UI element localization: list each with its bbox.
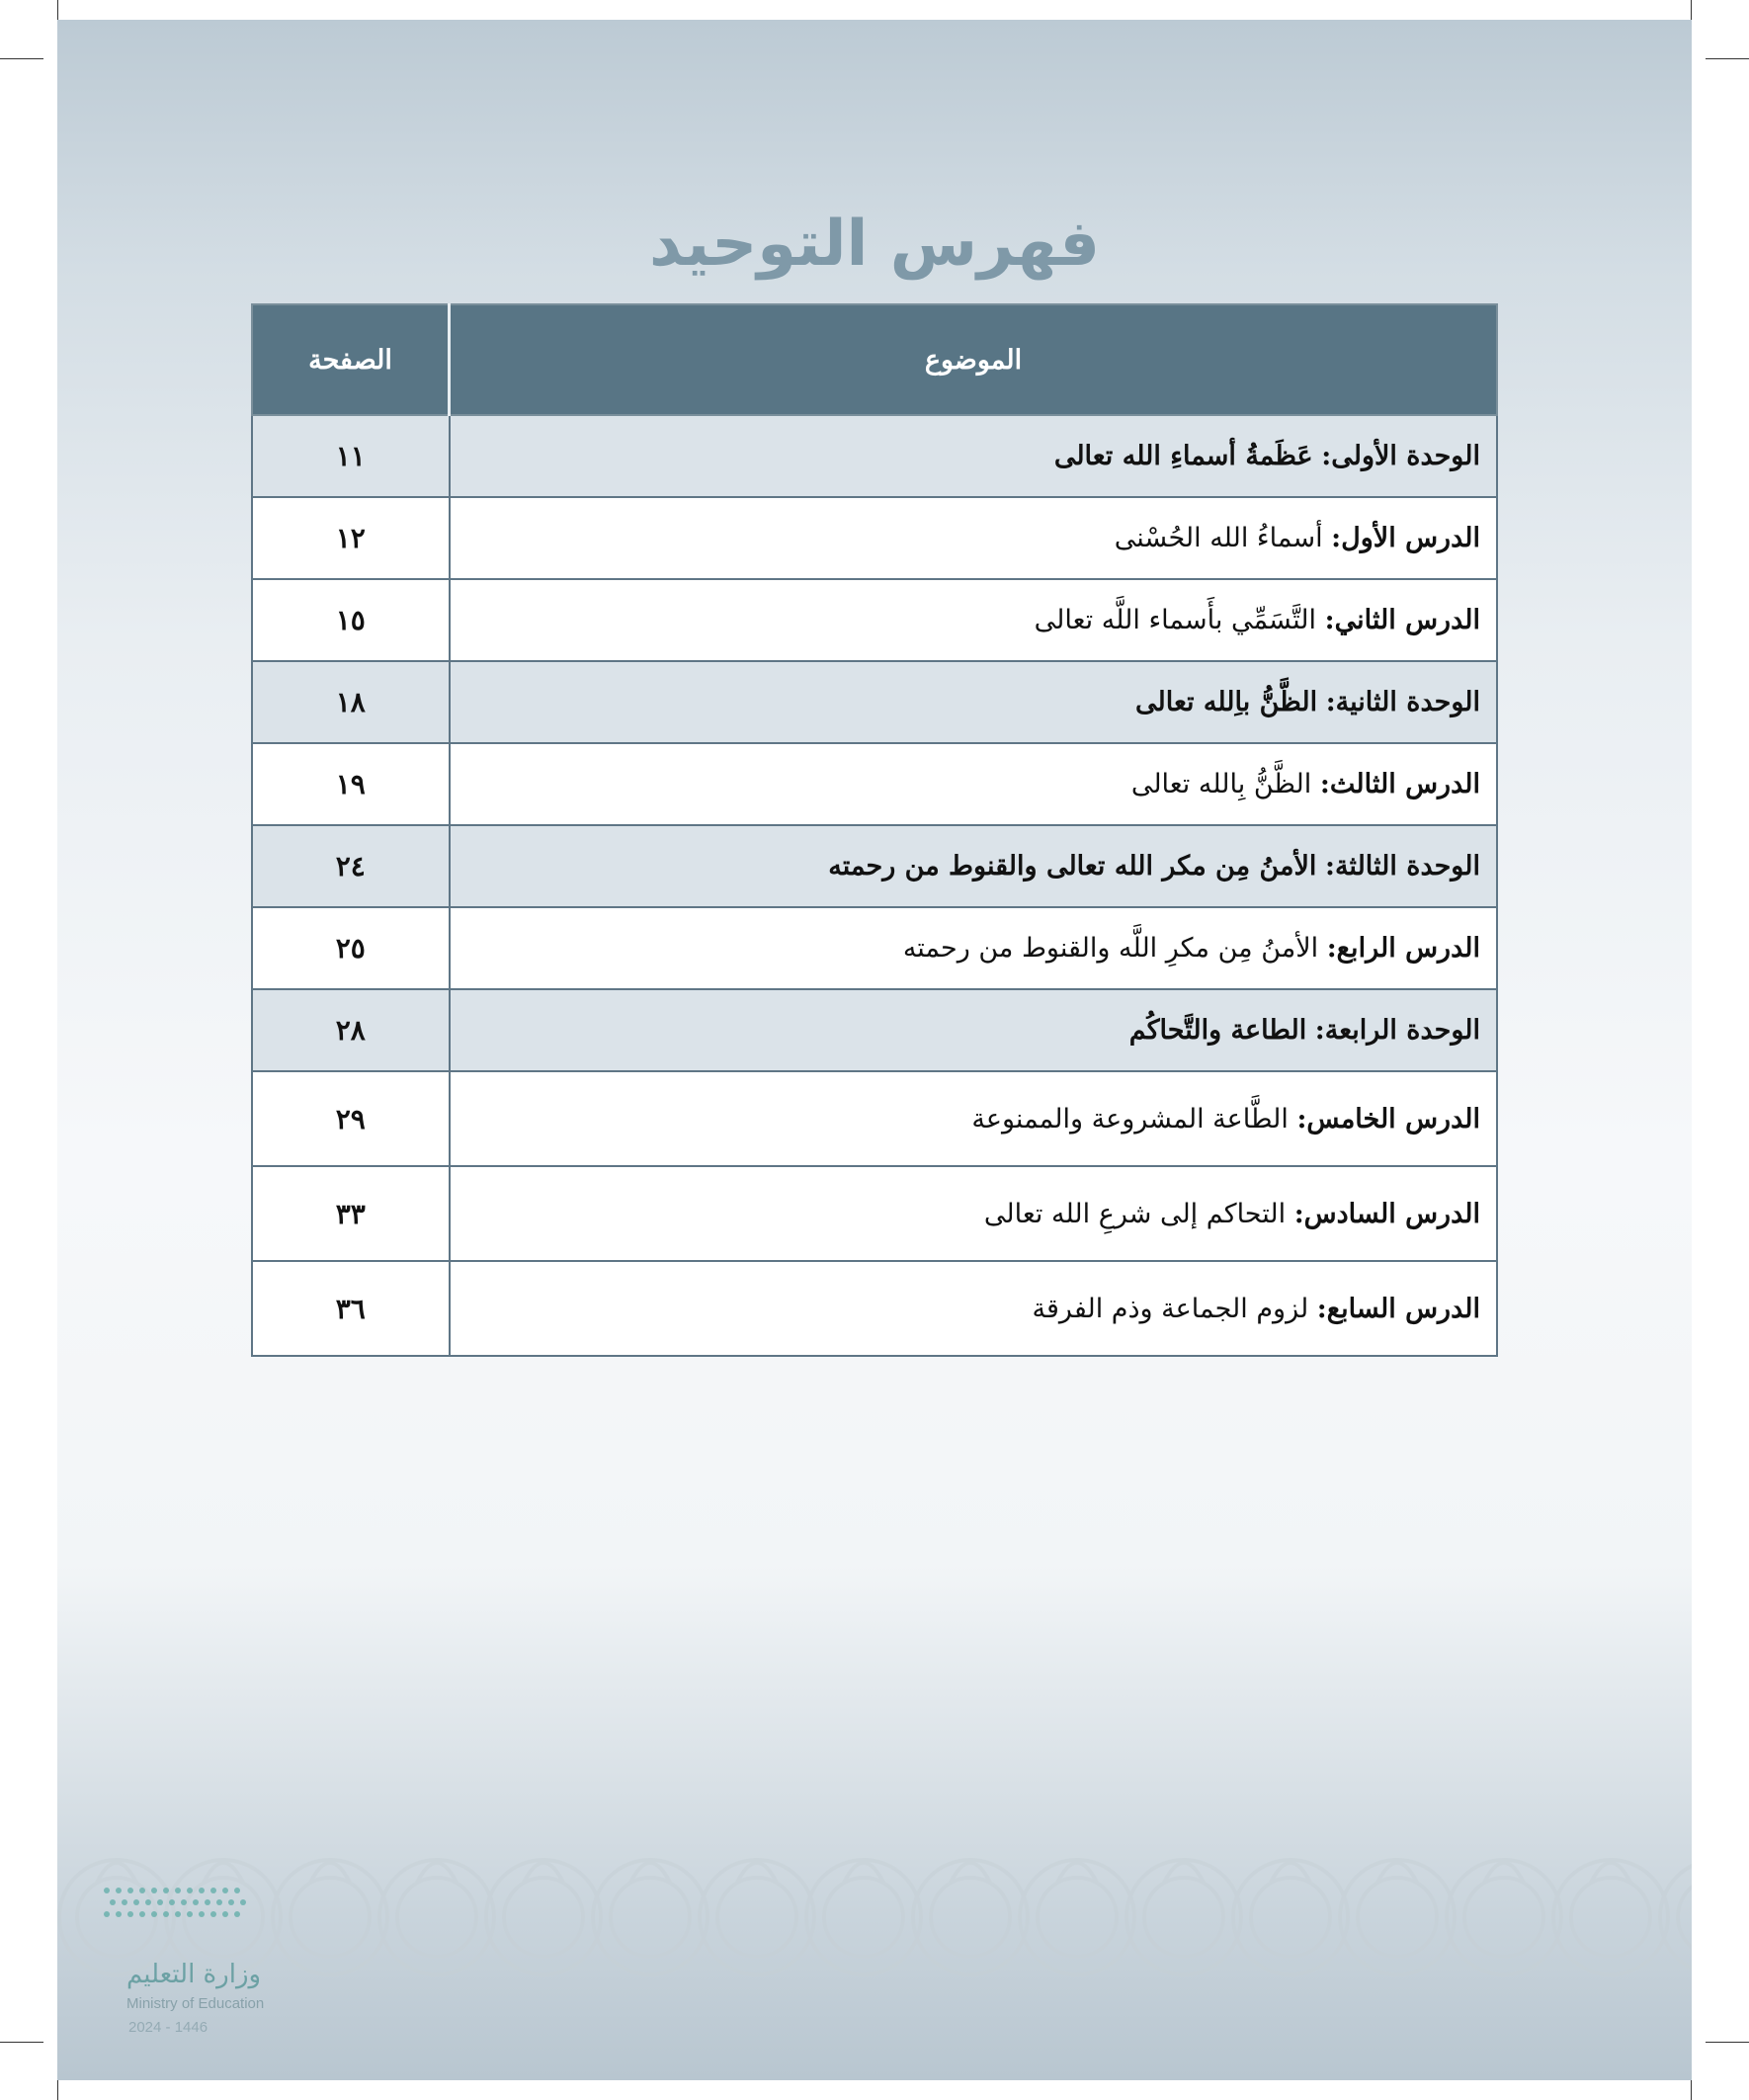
logo-dot bbox=[169, 1899, 175, 1905]
lesson-row bbox=[252, 497, 1497, 579]
logo-dot bbox=[199, 1888, 205, 1893]
logo-dot bbox=[151, 1888, 157, 1893]
ornament-ring bbox=[611, 1878, 690, 1957]
page-number-cell: ١٥ bbox=[252, 579, 450, 661]
lesson-row bbox=[252, 579, 1497, 661]
ornament-ring bbox=[717, 1878, 796, 1957]
topic-cell bbox=[450, 907, 1497, 989]
ornament-ring bbox=[1251, 1878, 1330, 1957]
topic-cell bbox=[450, 825, 1497, 907]
logo-dot bbox=[139, 1888, 145, 1893]
unit-row bbox=[252, 661, 1497, 743]
row-label: الدرس الرابع: bbox=[1326, 933, 1480, 964]
logo-dot bbox=[210, 1888, 216, 1893]
topic-cell bbox=[450, 661, 1497, 743]
logo-dot bbox=[163, 1911, 169, 1917]
logo-dot bbox=[104, 1888, 110, 1893]
row-label: الوحدة الثالثة: bbox=[1324, 851, 1480, 882]
logo-dot bbox=[187, 1911, 193, 1917]
logo-dot bbox=[122, 1899, 127, 1905]
row-title: التحاكم إلى شرعِ الله تعالى bbox=[983, 1198, 1287, 1229]
logo-dot bbox=[127, 1911, 133, 1917]
logo-dot bbox=[240, 1899, 246, 1905]
row-label: الدرس الثالث: bbox=[1319, 769, 1480, 799]
ornament-ring bbox=[1464, 1878, 1543, 1957]
row-title: الظَّنُّ باِلله تعالى bbox=[1135, 687, 1318, 717]
logo-dot bbox=[210, 1911, 216, 1917]
row-label: الدرس الأول: bbox=[1331, 523, 1480, 553]
lesson-row bbox=[252, 1166, 1497, 1261]
logo-dot bbox=[116, 1911, 122, 1917]
page-number-cell: ٢٨ bbox=[252, 989, 450, 1071]
logo-dot bbox=[234, 1911, 240, 1917]
ornament-ring bbox=[931, 1878, 1010, 1957]
logo-dot bbox=[175, 1888, 181, 1893]
table-body bbox=[252, 415, 1497, 1356]
topic-cell bbox=[450, 497, 1497, 579]
logo-dot bbox=[228, 1899, 234, 1905]
topic-cell bbox=[450, 415, 1497, 497]
ornament-ring bbox=[1144, 1878, 1223, 1957]
page-number-cell: ٢٥ bbox=[252, 907, 450, 989]
table-of-contents bbox=[251, 303, 1498, 1357]
row-title: الأمنُ مِن مكرِ اللَّه والقنوط من رحمته bbox=[902, 933, 1319, 964]
row-label: الوحدة الرابعة: bbox=[1314, 1015, 1480, 1046]
ornament-ring bbox=[1038, 1878, 1117, 1957]
logo-dot bbox=[133, 1899, 139, 1905]
row-label: الدرس الخامس: bbox=[1296, 1103, 1480, 1134]
row-title: الأمنُ مِن مكر الله تعالى والقنوط من رحمته bbox=[828, 851, 1317, 882]
header-topic: الموضوع bbox=[450, 304, 1497, 415]
ornament-ring bbox=[397, 1878, 476, 1957]
ministry-logo bbox=[87, 1873, 344, 2051]
row-title: عَظَمةُ أسماءِ الله تعالى bbox=[1053, 441, 1313, 471]
crop-mark bbox=[0, 2042, 43, 2043]
ornament-ring bbox=[1678, 1878, 1692, 1957]
row-title: أسماءُ الله الحُسْنى bbox=[1114, 523, 1323, 553]
logo-dot bbox=[216, 1899, 222, 1905]
header-page: الصفحة bbox=[252, 304, 450, 415]
ornament-ring bbox=[1571, 1878, 1650, 1957]
logo-dot bbox=[234, 1888, 240, 1893]
unit-row bbox=[252, 415, 1497, 497]
lesson-row bbox=[252, 907, 1497, 989]
lesson-row bbox=[252, 1071, 1497, 1166]
row-title: لزوم الجماعة وذم الفرقة bbox=[1032, 1293, 1309, 1324]
logo-dot bbox=[127, 1888, 133, 1893]
page-number-cell: ٣٣ bbox=[252, 1166, 450, 1261]
crop-mark bbox=[1706, 58, 1749, 59]
crop-mark bbox=[1706, 2042, 1749, 2043]
table-header-row bbox=[252, 304, 1497, 415]
logo-dot bbox=[181, 1899, 187, 1905]
logo-dot bbox=[199, 1911, 205, 1917]
topic-cell bbox=[450, 989, 1497, 1071]
logo-dot bbox=[104, 1911, 110, 1917]
lesson-row bbox=[252, 1261, 1497, 1356]
logo-dot bbox=[193, 1899, 199, 1905]
page-number-cell: ١١ bbox=[252, 415, 450, 497]
row-title: الطاعة والتَّحاكُم bbox=[1128, 1015, 1307, 1046]
logo-dot bbox=[163, 1888, 169, 1893]
logo-dot bbox=[116, 1888, 122, 1893]
page-number-cell: ٣٦ bbox=[252, 1261, 450, 1356]
logo-dots-icon bbox=[87, 1873, 265, 1952]
row-label: الوحدة الثانية: bbox=[1325, 687, 1480, 717]
page-number-cell: ٢٩ bbox=[252, 1071, 450, 1166]
row-label: الدرس الثاني: bbox=[1324, 605, 1480, 635]
topic-cell bbox=[450, 1071, 1497, 1166]
row-label: الوحدة الأولى: bbox=[1321, 441, 1480, 471]
row-title: الطَّاعة المشروعة والممنوعة bbox=[971, 1103, 1289, 1134]
ornament-ring bbox=[1358, 1878, 1437, 1957]
logo-dot bbox=[151, 1911, 157, 1917]
unit-row bbox=[252, 989, 1497, 1071]
page-number-cell: ١٩ bbox=[252, 743, 450, 825]
topic-cell bbox=[450, 1261, 1497, 1356]
row-label: الدرس السابع: bbox=[1316, 1293, 1480, 1324]
topic-cell bbox=[450, 1166, 1497, 1261]
ornament-ring bbox=[824, 1878, 903, 1957]
logo-dot bbox=[110, 1899, 116, 1905]
row-title: الظَّنُّ بِالله تعالى bbox=[1130, 769, 1312, 799]
page-number-cell: ١٨ bbox=[252, 661, 450, 743]
topic-cell bbox=[450, 743, 1497, 825]
logo-dot bbox=[139, 1911, 145, 1917]
row-label: الدرس السادس: bbox=[1293, 1198, 1480, 1229]
logo-arabic-text: وزارة التعليم bbox=[126, 1960, 262, 1989]
logo-dot bbox=[205, 1899, 210, 1905]
logo-dot bbox=[157, 1899, 163, 1905]
logo-dot bbox=[175, 1911, 181, 1917]
row-title: التَّسَمِّي بأَسماء اللَّه تعالى bbox=[1034, 605, 1317, 635]
logo-dot bbox=[187, 1888, 193, 1893]
logo-english-text: Ministry of Education bbox=[126, 1995, 265, 2012]
page-sheet bbox=[57, 20, 1692, 2080]
page-number-cell: ٢٤ bbox=[252, 825, 450, 907]
logo-dot bbox=[222, 1911, 228, 1917]
logo-dot bbox=[145, 1899, 151, 1905]
page-number-cell: ١٢ bbox=[252, 497, 450, 579]
logo-year-text: 2024 - 1446 bbox=[128, 2019, 208, 2036]
logo-dot bbox=[222, 1888, 228, 1893]
lesson-row bbox=[252, 743, 1497, 825]
unit-row bbox=[252, 825, 1497, 907]
ornament-ring bbox=[504, 1878, 583, 1957]
page-title: فهرس التوحيد bbox=[649, 208, 1100, 281]
crop-mark bbox=[0, 58, 43, 59]
topic-cell bbox=[450, 579, 1497, 661]
